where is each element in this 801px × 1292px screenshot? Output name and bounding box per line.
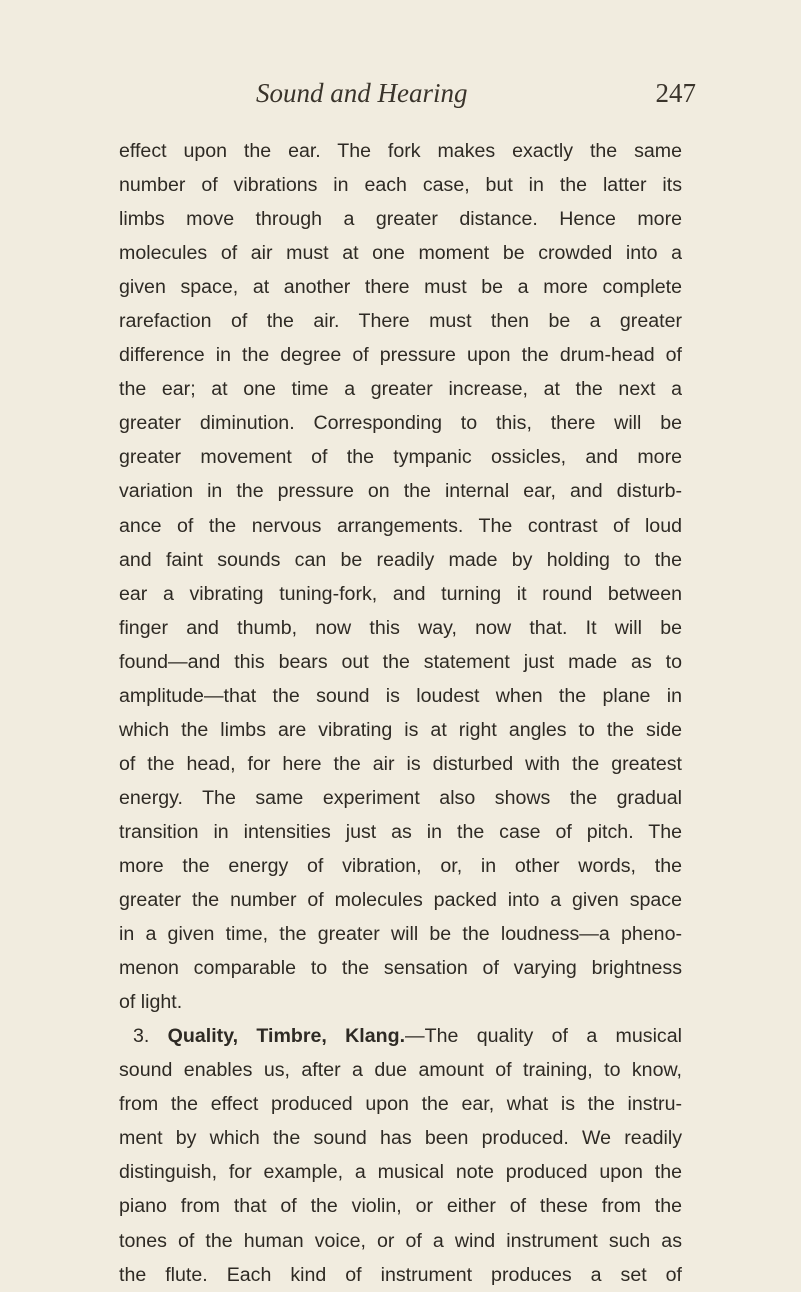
text-line: menon comparable to the sensation of varying brightness [119,957,682,980]
text-line: the ear; at one time a greater increase, at the next a [119,378,682,401]
text-line: variation in the pressure on the internal ear, and disturb- [119,480,682,503]
text-line: finger and thumb, now this way, now that. It will be [119,616,682,639]
text-line: sound enables us, after a due amount of training, to know, [119,1059,682,1082]
page-number: 247 [655,78,696,108]
text-line: more the energy of vibration, or, in other words, the [119,854,682,877]
text-line: greater movement of the tympanic ossicles, and more [119,446,682,469]
text-line: amplitude—that the sound is loudest when the plane in [119,684,682,707]
text-line: given space, at another there must be a more complete [119,276,682,299]
text-line: the flute. Each kind of instrument produces a set of [119,1263,682,1286]
paragraph-1 [119,134,682,1019]
text-line: and faint sounds can be readily made by holding to the [119,548,682,571]
text-line: greater diminution. Corresponding to this, there will be [119,412,682,435]
text-line: distinguish, for example, a musical note produced upon the [119,1161,682,1184]
text-line: piano from that of the violin, or either of these from the [119,1195,682,1218]
section-3 [119,1019,682,1291]
text-line: number of vibrations in each case, but in the latter its [119,174,682,197]
section-first-line-text: —The quality of a musical [405,1025,682,1048]
section-3-first-line [119,1019,682,1053]
text-line: limbs move through a greater distance. Hence more [119,208,682,231]
running-head [256,78,696,118]
section-number: 3. [133,1025,150,1048]
text-line: ear a vibrating tuning-fork, and turning it round between [119,582,682,605]
text-line: tones of the human voice, or of a wind instrument such as [119,1229,682,1252]
text-line: rarefaction of the air. There must then be a greater [119,310,682,333]
text-line: found—and this bears out the statement just made as to [119,650,682,673]
text-line: of light. [119,991,183,1014]
text-line: which the limbs are vibrating is at right angles to the side [119,718,682,741]
text-line: molecules of air must at one moment be crowded into a [119,242,682,265]
text-line: ment by which the sound has been produced. We readily [119,1127,682,1150]
text-line: in a given time, the greater will be the loudness—a pheno- [119,923,682,946]
text-line: from the effect produced upon the ear, what is the instru- [119,1093,682,1116]
text-line: difference in the degree of pressure upon the drum-head of [119,344,682,367]
text-line: greater the number of molecules packed into a given space [119,889,682,912]
text-line: transition in intensities just as in the case of pitch. The [119,820,682,843]
section-heading: Quality, Timbre, Klang. [167,1025,406,1048]
text-line: energy. The same experiment also shows the gradual [119,786,682,809]
running-title: Sound and Hearing [256,78,468,108]
text-line: effect upon the ear. The fork makes exactly the same [119,140,682,162]
text-line: ance of the nervous arrangements. The contrast of loud [119,514,682,537]
body-text [119,134,682,1292]
text-line: of the head, for here the air is disturbed with the greatest [119,752,682,775]
